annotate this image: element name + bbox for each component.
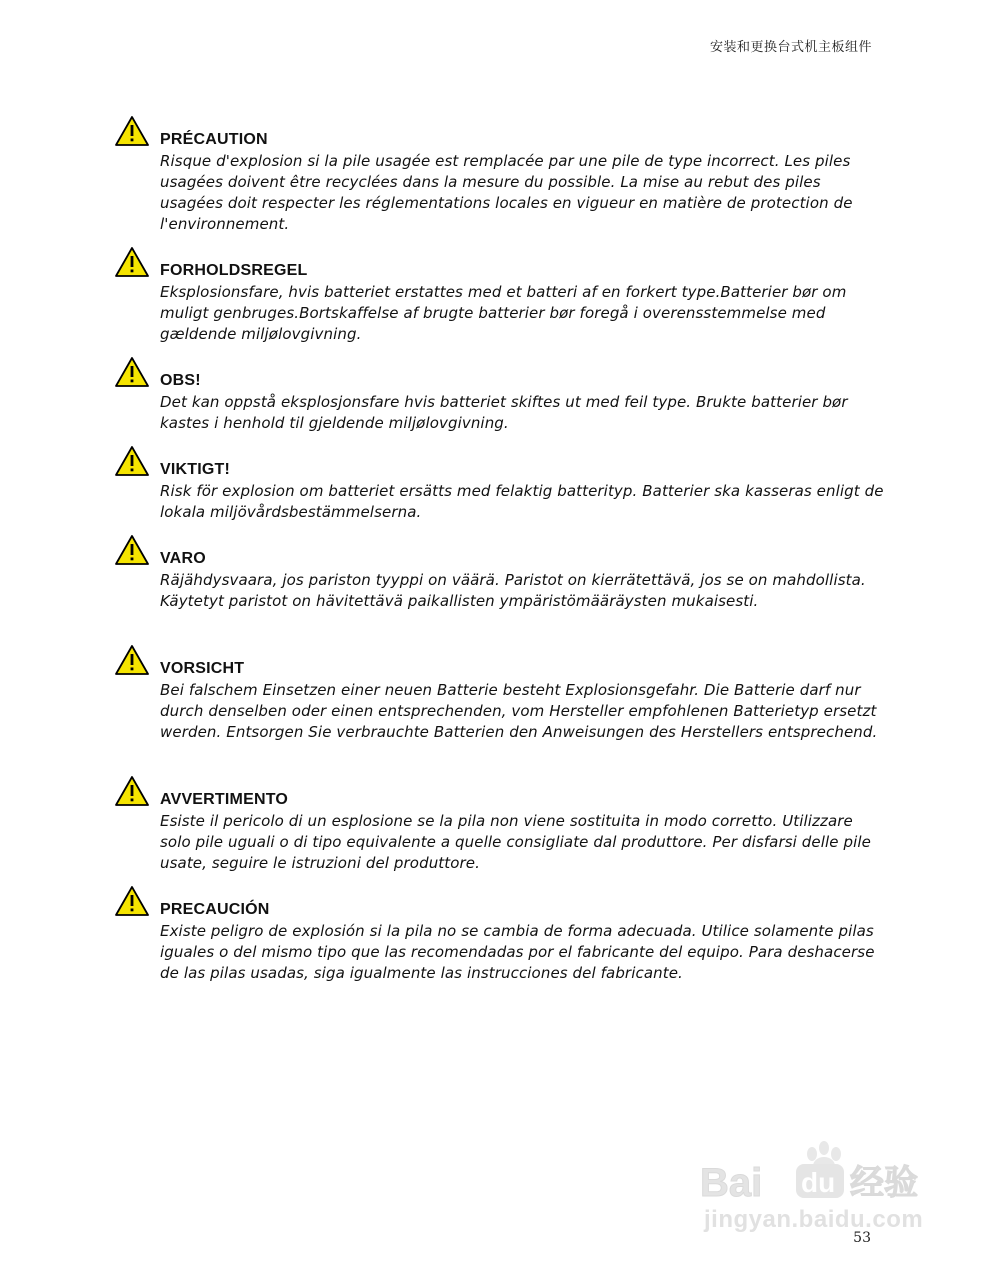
baidu-logo-watermark bbox=[700, 1130, 940, 1200]
warning-text: Esiste il pericolo di un esplosione se la pila non viene sostituita in modo corretto. Utilizzare solo pile uguali o di tipo equivalente a quelle consigliate dal produttore. Per disfarsi delle pile usate, seguire le istruzioni del produttore. bbox=[160, 812, 871, 872]
baidu-jingyan-watermark bbox=[700, 1130, 940, 1240]
warning-triangle-icon bbox=[114, 644, 150, 676]
page-number: 53 bbox=[853, 1230, 871, 1246]
warning-text: Eksplosionsfare, hvis batteriet erstattes med et batteri af en forkert type.Batterier bør om muligt genbruges.Bortskaffelse af brugte batterier bør foregå i overensstemmelse med gældende miljølovgivning. bbox=[160, 283, 847, 343]
warning-title: VARO bbox=[160, 550, 206, 567]
svg-text:经验: 经验 bbox=[850, 1163, 918, 1200]
warning-item bbox=[114, 356, 884, 445]
warning-title: AVVERTIMENTO bbox=[160, 791, 289, 808]
warning-item bbox=[114, 115, 884, 246]
svg-text:Bai: Bai bbox=[700, 1161, 763, 1200]
warning-title: PRECAUCIÓN bbox=[160, 901, 270, 918]
warning-title: PRÉCAUTION bbox=[160, 131, 268, 148]
warning-title: OBS! bbox=[160, 372, 201, 389]
warning-text: Det kan oppstå eksplosjonsfare hvis batteriet skiftes ut med feil type. Brukte batterier bør kastes i henhold til gjeldende miljølovgivning. bbox=[160, 393, 848, 432]
warning-title: VORSICHT bbox=[160, 660, 245, 677]
warning-triangle-icon bbox=[114, 356, 150, 388]
watermark-url: jingyan.baidu.com bbox=[704, 1206, 924, 1233]
warning-item bbox=[114, 534, 884, 644]
warning-item bbox=[114, 885, 884, 1016]
running-header: 安装和更换台式机主板组件 bbox=[709, 40, 872, 55]
warning-triangle-icon bbox=[114, 534, 150, 566]
warning-item bbox=[114, 246, 884, 356]
warning-triangle-icon bbox=[114, 115, 150, 147]
warning-item bbox=[114, 644, 884, 775]
svg-text:du: du bbox=[801, 1167, 836, 1198]
warning-triangle-icon bbox=[114, 775, 150, 807]
warning-triangle-icon bbox=[114, 885, 150, 917]
warning-title: VIKTIGT! bbox=[160, 461, 231, 478]
warning-list bbox=[114, 115, 884, 1016]
warning-text: Bei falschem Einsetzen einer neuen Batterie besteht Explosionsgefahr. Die Batterie darf nur durch denselben oder einen entsprechenden, vom Hersteller empfohlenen Batterietyp ersetzt werden. Entsorgen Sie verbrauchte Batterien den Anweisungen des Herstellers entsprechend. bbox=[160, 681, 878, 741]
warning-title: FORHOLDSREGEL bbox=[160, 262, 308, 279]
warning-text: Existe peligro de explosión si la pila no se cambia de forma adecuada. Utilice solamente pilas iguales o del mismo tipo que las recomendadas por el fabricante del equipo. Para deshacerse de las pilas usadas, siga igualmente las instrucciones del fabricante. bbox=[160, 922, 875, 982]
warning-text: Räjähdysvaara, jos pariston tyyppi on väärä. Paristot on kierrätettävä, jos se on mahdollista. Käytetyt paristot on hävitettävä paikallisten ympäristömääräysten mukaisesti. bbox=[160, 571, 866, 610]
warning-triangle-icon bbox=[114, 445, 150, 477]
warning-item bbox=[114, 445, 884, 534]
warning-text: Risk för explosion om batteriet ersätts med felaktig batterityp. Batterier ska kasseras enligt de lokala miljövårdsbestämmelserna. bbox=[160, 482, 884, 521]
warning-text: Risque d'explosion si la pile usagée est remplacée par une pile de type incorrect. Les piles usagées doivent être recyclées dans la mesure du possible. La mise au rebut des piles usagées doit respecter les réglementations locales en vigueur en matière de protection de l'environnement. bbox=[160, 152, 853, 233]
warning-triangle-icon bbox=[114, 246, 150, 278]
warning-item bbox=[114, 775, 884, 885]
